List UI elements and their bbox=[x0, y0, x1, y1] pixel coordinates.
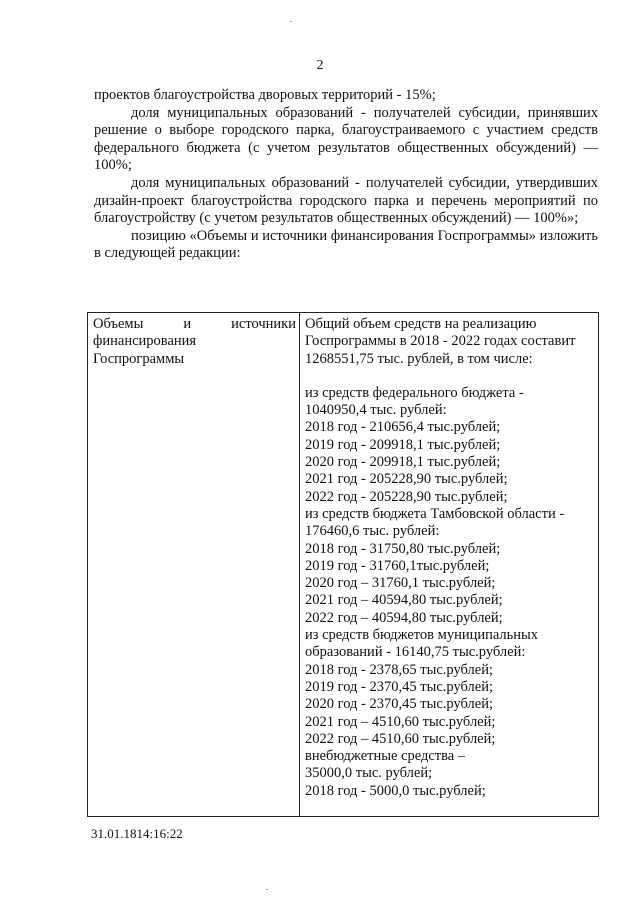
municipal-line: 2020 год - 2370,45 тыс.рублей; bbox=[305, 696, 493, 713]
municipal-line: образований - 16140,75 тыс.рублей: bbox=[305, 644, 526, 661]
scan-speck bbox=[290, 21, 292, 22]
municipal-line: 2018 год - 2378,65 тыс.рублей; bbox=[305, 661, 493, 678]
spacer bbox=[305, 368, 592, 385]
federal-line: 2018 год - 210656,4 тыс.рублей; bbox=[305, 419, 501, 436]
municipal-line: 2021 год – 4510,60 тыс.рублей; bbox=[305, 713, 496, 730]
extrabudget-line: 35000,0 тыс. рублей; bbox=[305, 765, 433, 782]
federal-line: из средств федерального бюджета - bbox=[305, 384, 524, 401]
regional-block bbox=[305, 506, 592, 627]
table-label-cell bbox=[88, 313, 300, 817]
regional-line: из средств бюджета Тамбовской области - bbox=[305, 505, 565, 522]
regional-line: 2022 год – 40594,80 тыс.рублей; bbox=[305, 609, 503, 626]
municipal-line: 2022 год – 4510,60 тыс.рублей; bbox=[305, 730, 496, 747]
paragraph-continuation: проектов благоустройства дворовых территорий - 15%; bbox=[94, 87, 436, 103]
federal-line: 2022 год - 205228,90 тыс.рублей; bbox=[305, 488, 508, 505]
federal-line: 2019 год - 209918,1 тыс.рублей; bbox=[305, 436, 501, 453]
regional-line: 2018 год - 31750,80 тыс.рублей; bbox=[305, 540, 501, 557]
body-text bbox=[94, 87, 598, 263]
total-line: Госпрограммы в 2018 - 2022 годах составит bbox=[305, 333, 576, 350]
label-line-1 bbox=[93, 316, 296, 333]
financing-table bbox=[87, 312, 599, 817]
municipal-block bbox=[305, 627, 592, 748]
table-value-cell bbox=[300, 313, 599, 817]
label-line-3: Госпрограммы bbox=[93, 350, 185, 367]
regional-line: 2021 год – 40594,80 тыс.рублей; bbox=[305, 592, 503, 609]
page-number: 2 bbox=[316, 58, 324, 73]
regional-line: 2020 год – 31760,1 тыс.рублей; bbox=[305, 575, 496, 592]
federal-line: 2020 год - 209918,1 тыс.рублей; bbox=[305, 454, 501, 471]
scan-speck bbox=[266, 889, 268, 890]
paragraph-position-change: позицию «Объемы и источники финансирования Госпрограммы» изложить в следующей редакции: bbox=[94, 227, 598, 262]
municipal-line: 2019 год - 2370,45 тыс.рублей; bbox=[305, 678, 493, 695]
federal-line: 1040950,4 тыс. рублей: bbox=[305, 402, 447, 419]
federal-line: 2021 год - 205228,90 тыс.рублей; bbox=[305, 471, 508, 488]
label-line-2: финансирования bbox=[93, 333, 197, 350]
total-line: 1268551,75 тыс. рублей, в том числе: bbox=[305, 350, 533, 367]
table-row bbox=[88, 313, 599, 817]
extrabudget-line: внебюджетные средства – bbox=[305, 748, 466, 765]
print-timestamp: 31.01.1814:16:22 bbox=[91, 826, 183, 841]
paragraph-design-project: доля муниципальных образований - получателей субсидии, утвердивших дизайн-проект благоустройства городского парка и перечень мероприятий по благоустройству (с учетом результатов общественных обсуждений) — 100%»; bbox=[94, 174, 598, 227]
total-line: Общий объем средств на реализацию bbox=[305, 316, 537, 332]
federal-block bbox=[305, 385, 592, 506]
label-word-volumes: Объемы bbox=[93, 316, 144, 332]
municipal-line: из средств бюджетов муниципальных bbox=[305, 627, 539, 644]
extrabudget-block bbox=[305, 748, 592, 800]
regional-line: 2019 год - 31760,1тыс.рублей; bbox=[305, 557, 490, 574]
extrabudget-line: 2018 год - 5000,0 тыс.рублей; bbox=[305, 782, 486, 799]
total-block bbox=[305, 316, 592, 368]
paragraph-park-choice: доля муниципальных образований - получателей субсидии, принявших решение о выборе городского парка, благоустраиваемого с участием средств федерального бюджета (с учетом результатов общественных обсуждений) — 100%; bbox=[94, 104, 598, 174]
label-word-sources: источники bbox=[231, 316, 296, 332]
label-word-and: и bbox=[183, 316, 192, 332]
regional-line: 176460,6 тыс. рублей: bbox=[305, 523, 440, 540]
